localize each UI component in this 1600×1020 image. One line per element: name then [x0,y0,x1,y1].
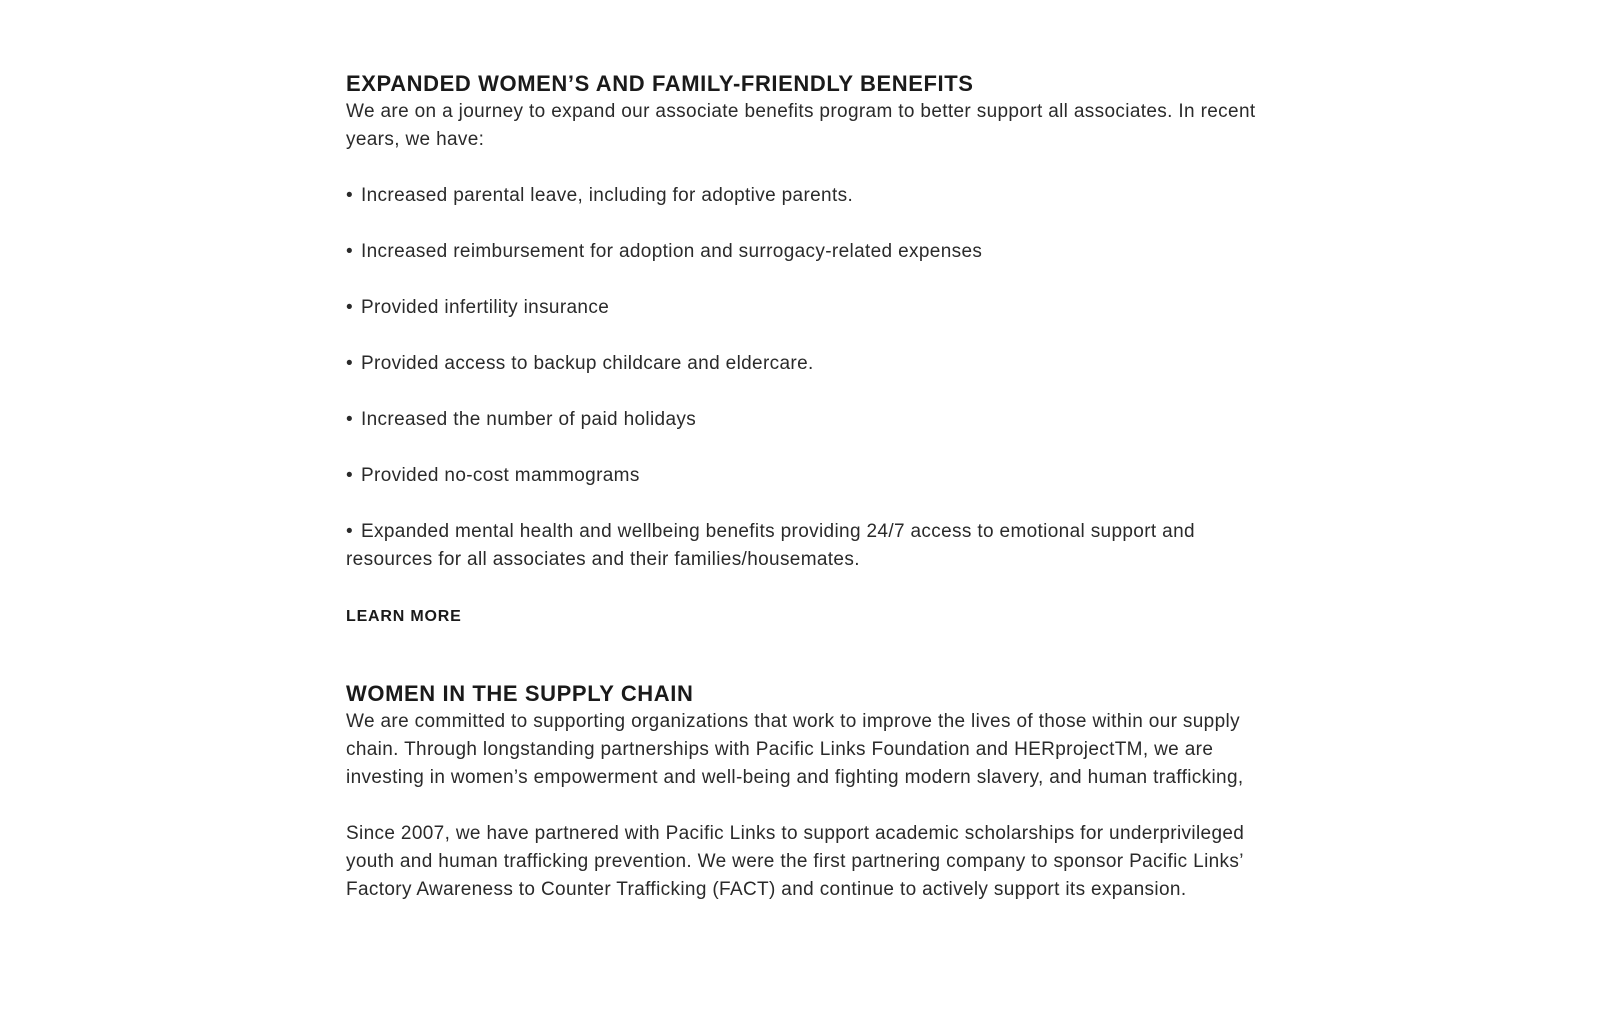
main-content [346,70,1256,904]
list-item [346,182,1256,210]
bullet-icon: • [346,241,354,262]
list-item [346,294,1256,322]
supply-chain-paragraph: We are committed to supporting organizations that work to improve the lives of those within our supply chain. Through longstanding partnerships with Pacific Links Foundation and HERprojectTM, we are investing in women’s empowerment and well-being and fighting modern slavery, and human trafficking, [346,711,1244,788]
list-item-text: Provided no-cost mammograms [361,465,640,486]
bullet-icon: • [346,521,354,542]
supply-chain-heading: WOMEN IN THE SUPPLY CHAIN [346,681,694,706]
bullet-icon: • [346,185,354,206]
list-item [346,406,1256,434]
supply-chain-section [346,680,1256,904]
benefits-heading: EXPANDED WOMEN’S AND FAMILY-FRIENDLY BENEFITS [346,71,974,96]
list-item-text: Provided access to backup childcare and eldercare. [361,353,814,374]
bullet-icon: • [346,465,354,486]
benefits-list [346,182,1256,574]
benefits-intro: We are on a journey to expand our associate benefits program to better support all associates. In recent years, we have: [346,101,1256,150]
bullet-icon: • [346,297,354,318]
bullet-icon: • [346,353,354,374]
learn-more-link[interactable]: LEARN MORE [346,608,462,625]
list-item-text: Increased reimbursement for adoption and surrogacy-related expenses [361,241,983,262]
list-item-text: Increased parental leave, including for adoptive parents. [361,185,854,206]
bullet-icon: • [346,409,354,430]
benefits-section [346,70,1256,628]
list-item-text: Expanded mental health and wellbeing benefits providing 24/7 access to emotional support and resources for all associates and their families/housemates. [346,521,1195,570]
list-item-text: Provided infertility insurance [361,297,610,318]
list-item [346,350,1256,378]
list-item-text: Increased the number of paid holidays [361,409,697,430]
list-item [346,238,1256,266]
list-item [346,462,1256,490]
list-item [346,518,1256,574]
supply-chain-paragraph: Since 2007, we have partnered with Pacific Links to support academic scholarships for underprivileged youth and human trafficking prevention. We were the first partnering company to sponsor Pacific Links’ Factory Awareness to Counter Trafficking (FACT) and continue to actively support its expansion. [346,823,1245,900]
